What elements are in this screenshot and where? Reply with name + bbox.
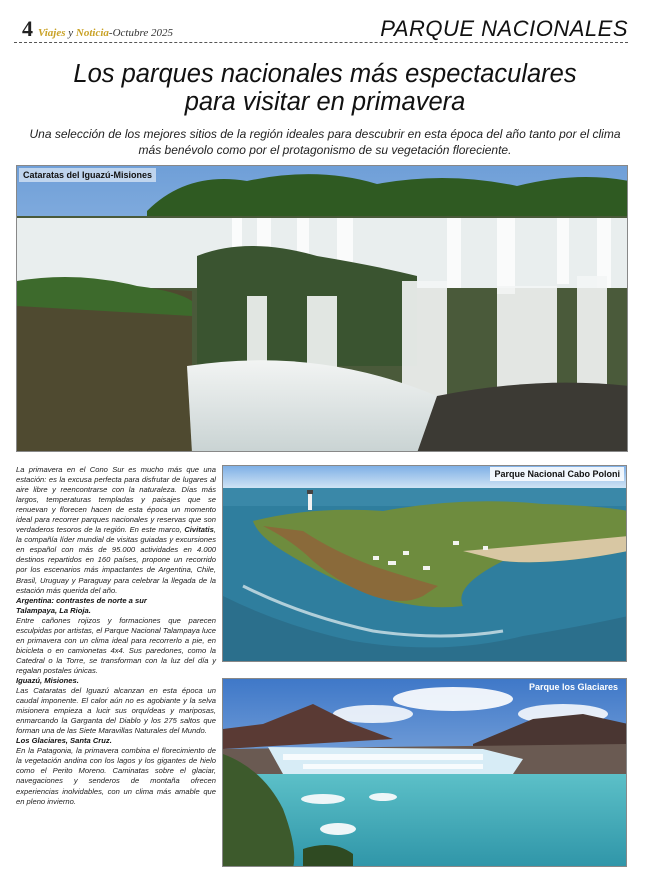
article-paragraph: En la Patagonia, la primavera combina el florecimiento de la vegetación andina con los lagos y los gigantes de hielo como el Perito Moreno. Caminatas sobre el glaciar, navegaciones y senderos de montaña ofrecen experiencias inolvidables, con un clima más amable que en pleno invierno. — [16, 746, 216, 806]
los-glaciares-image — [223, 679, 627, 867]
photo-caption: Parque Nacional Cabo Poloni — [490, 467, 624, 481]
headline-line: para visitar en primavera — [184, 88, 466, 116]
article-headline — [20, 60, 630, 116]
article-subheading: Argentina: contrastes de norte a sur — [16, 595, 147, 605]
article-paragraph: Entre cañones rojizos y formaciones que parecen esculpidas por artistas, el Parque Nacional Talampaya luce en primavera con un clima ideal para recorrerlo a pie, en bicicleta o en camionetas 4x4. Sus paredones, como la Catedral o la Torre, se transforman con la luz del día y regalan postales únicas. — [16, 615, 216, 675]
section-title: PARQUE NACIONALES — [380, 16, 628, 41]
page-header — [18, 14, 630, 44]
magazine-name-part: Noticia — [75, 27, 109, 39]
magazine-name-part: Viajes — [38, 27, 66, 39]
photo-cabo-polonio — [222, 465, 627, 662]
article-paragraph: Las Cataratas del Iguazú alcanzan en esta época un caudal imponente. El calor aún no es agobiante y la selva misionera empieza a lucir sus orquídeas y mariposas, enmarcando la Garganta del Diablo y los 275 saltos que forman una de las Siete Maravillas Naturales del Mundo. — [16, 686, 216, 736]
photo-iguazu-falls — [16, 165, 628, 452]
iguazu-falls-image — [17, 166, 628, 452]
article-body — [16, 465, 216, 807]
paragraph-text: La primavera en el Cono Sur es mucho más que una estación: es la excusa perfecta para disfrutar de lugares al aire libre y reencontrarse con la naturaleza. Días más largos, temperaturas templadas y paisajes que se renuevan y florecen hacen de esta época un momento ideal para recorrer parques nacionales y reservas que son verdaderos tesoros de la región. En este marco, — [16, 465, 216, 535]
subhead-line: Una selección de los mejores sitios de la región ideales para descubrir en esta época del año tanto por el clima — [29, 127, 621, 141]
headline-line: Los parques nacionales más espectaculares — [73, 60, 577, 88]
header-divider — [14, 42, 628, 43]
article-paragraph — [16, 465, 216, 596]
article-subheading: Los Glaciares, Santa Cruz. — [16, 736, 112, 746]
paragraph-text: , la compañía líder mundial de visitas guiadas y excursiones en español con más de 95.000 actividades en 4.000 destinos repartidos en 160 países, propone un recorrido por los escenarios más impactantes de Argentina, Chile, Brasil, Uruguay y Paraguay para celebrar la llegada de la estación más querida del año. — [16, 525, 216, 595]
page-number: 4 — [22, 16, 33, 41]
article-subheading: Iguazú, Misiones. — [16, 675, 79, 685]
photo-los-glaciares — [222, 678, 627, 867]
photo-caption: Parque los Glaciares — [528, 682, 618, 692]
magazine-name-part: y — [65, 27, 76, 39]
subhead-line: más benévolo como por el protagonismo de su vegetación floreciente. — [138, 143, 512, 157]
issue-date: -Octubre 2025 — [108, 27, 173, 39]
article-subheading: Talampaya, La Rioja. — [16, 605, 91, 615]
photo-caption: Cataratas del Iguazú-Misiones — [19, 168, 156, 182]
magazine-name — [38, 27, 173, 39]
brand-name: Civitatis — [184, 525, 214, 535]
article-subheadline — [20, 126, 630, 158]
cabo-polonio-image — [223, 466, 627, 662]
